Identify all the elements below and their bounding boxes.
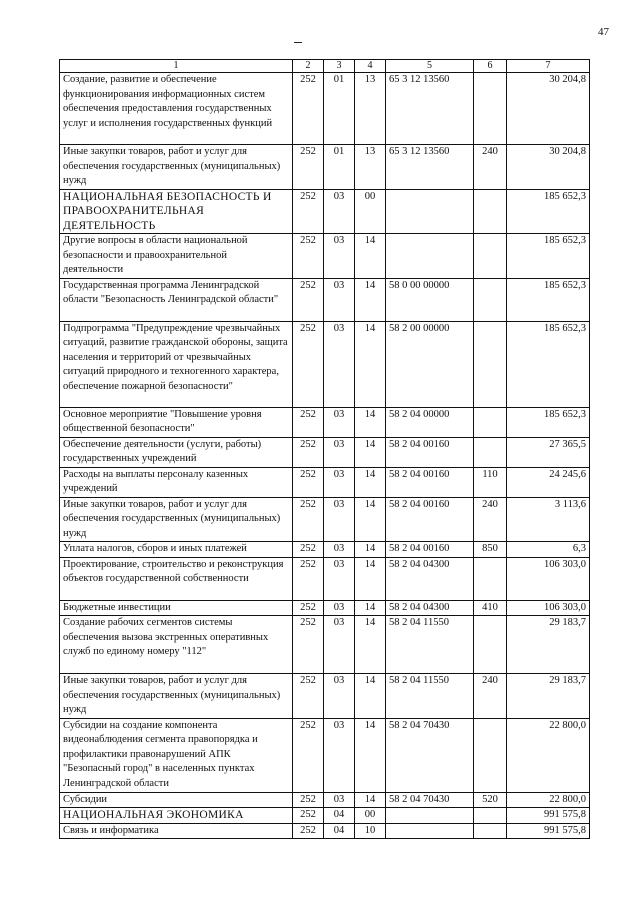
row-subsection: 14: [355, 437, 386, 467]
row-section: 03: [324, 407, 355, 437]
row-section: 03: [324, 278, 355, 321]
row-section: 03: [324, 674, 355, 719]
row-name: Уплата налогов, сборов и иных платежей: [60, 542, 293, 558]
row-subsection: 14: [355, 557, 386, 600]
row-name: Государственная программа Ленинградской области "Безопасность Ленинградской области": [60, 278, 293, 321]
row-subsection: 14: [355, 497, 386, 542]
header-col-4: 4: [355, 60, 386, 73]
row-ministry: 252: [293, 718, 324, 792]
header-col-5: 5: [386, 60, 474, 73]
table-row: [60, 616, 590, 674]
row-expense-type: [474, 616, 507, 674]
table-row: [60, 407, 590, 437]
table-row: [60, 145, 590, 190]
row-section: 03: [324, 189, 355, 234]
row-target-code: 58 2 04 00160: [386, 437, 474, 467]
row-name: Иные закупки товаров, работ и услуг для обеспечения государственных (муниципальных) нужд: [60, 145, 293, 190]
row-expense-type: 520: [474, 792, 507, 808]
row-target-code: [386, 808, 474, 824]
table-row: [60, 823, 590, 839]
row-target-code: 58 2 04 00160: [386, 542, 474, 558]
row-target-code: [386, 234, 474, 279]
row-section: 03: [324, 557, 355, 600]
row-subsection: 13: [355, 145, 386, 190]
row-ministry: 252: [293, 407, 324, 437]
row-target-code: 58 2 04 70430: [386, 792, 474, 808]
row-name: Подпрограмма "Предупреждение чрезвычайных ситуаций, развитие гражданской обороны, защита населения и территорий от чрезвычайных ситуаций природного и техногенного характера, обеспечение пожарной безопасности": [60, 321, 293, 407]
row-name: Субсидии на создание компонента видеонаблюдения сегмента правопорядка и профилактики правонарушений АПК "Безопасный город" в населенных пунктах Ленинградской области: [60, 718, 293, 792]
row-ministry: 252: [293, 145, 324, 190]
row-target-code: 58 2 04 00160: [386, 467, 474, 497]
row-expense-type: [474, 823, 507, 839]
row-section: 03: [324, 437, 355, 467]
table-row: [60, 497, 590, 542]
row-amount: 991 575,8: [507, 808, 590, 824]
row-section: 03: [324, 497, 355, 542]
header-col-1: 1: [60, 60, 293, 73]
row-name: Бюджетные инвестиции: [60, 600, 293, 616]
row-expense-type: [474, 278, 507, 321]
row-target-code: [386, 189, 474, 234]
row-expense-type: [474, 557, 507, 600]
row-target-code: 58 2 04 70430: [386, 718, 474, 792]
row-ministry: 252: [293, 616, 324, 674]
row-amount: 185 652,3: [507, 278, 590, 321]
table-row: [60, 557, 590, 600]
row-expense-type: [474, 189, 507, 234]
row-ministry: 252: [293, 674, 324, 719]
row-name: Создание, развитие и обеспечение функционирования информационных систем обеспечения предоставления государственных услуг и исполнения государственных функций: [60, 73, 293, 145]
row-expense-type: [474, 234, 507, 279]
row-subsection: 14: [355, 792, 386, 808]
table-row: [60, 674, 590, 719]
row-name: Обеспечение деятельности (услуги, работы) государственных учреждений: [60, 437, 293, 467]
table-row: [60, 234, 590, 279]
table-row: [60, 437, 590, 467]
row-section: 03: [324, 467, 355, 497]
row-amount: 991 575,8: [507, 823, 590, 839]
row-expense-type: [474, 407, 507, 437]
row-section: 03: [324, 542, 355, 558]
row-section: 03: [324, 718, 355, 792]
row-subsection: 14: [355, 674, 386, 719]
header-divider: [294, 42, 302, 43]
row-section: 03: [324, 321, 355, 407]
table-row: [60, 808, 590, 824]
row-expense-type: 110: [474, 467, 507, 497]
row-amount: 22 800,0: [507, 718, 590, 792]
row-section: 04: [324, 823, 355, 839]
row-expense-type: [474, 321, 507, 407]
row-ministry: 252: [293, 542, 324, 558]
table-row: [60, 73, 590, 145]
row-name: Другие вопросы в области национальной безопасности и правоохранительной деятельности: [60, 234, 293, 279]
row-subsection: 14: [355, 321, 386, 407]
table-row: [60, 600, 590, 616]
row-subsection: 14: [355, 616, 386, 674]
row-target-code: 58 2 04 00000: [386, 407, 474, 437]
row-target-code: 58 2 04 11550: [386, 616, 474, 674]
row-ministry: 252: [293, 557, 324, 600]
row-ministry: 252: [293, 823, 324, 839]
row-target-code: 65 3 12 13560: [386, 73, 474, 145]
row-ministry: 252: [293, 792, 324, 808]
row-ministry: 252: [293, 321, 324, 407]
table-row: [60, 467, 590, 497]
table-row: [60, 792, 590, 808]
row-section: 03: [324, 616, 355, 674]
header-col-3: 3: [324, 60, 355, 73]
row-ministry: 252: [293, 808, 324, 824]
row-expense-type: [474, 808, 507, 824]
row-subsection: 14: [355, 278, 386, 321]
row-amount: 185 652,3: [507, 234, 590, 279]
row-section: 04: [324, 808, 355, 824]
row-target-code: 58 2 04 11550: [386, 674, 474, 719]
row-target-code: 58 2 04 00160: [386, 497, 474, 542]
page-number: 47: [598, 26, 609, 38]
header-col-7: 7: [507, 60, 590, 73]
row-name: Связь и информатика: [60, 823, 293, 839]
row-name: Проектирование, строительство и реконструкция объектов государственной собственности: [60, 557, 293, 600]
row-target-code: 65 3 12 13560: [386, 145, 474, 190]
row-target-code: 58 2 04 04300: [386, 600, 474, 616]
row-expense-type: 410: [474, 600, 507, 616]
row-subsection: 14: [355, 467, 386, 497]
row-section: 03: [324, 234, 355, 279]
row-ministry: 252: [293, 234, 324, 279]
row-target-code: [386, 823, 474, 839]
table-row: [60, 718, 590, 792]
row-amount: 185 652,3: [507, 321, 590, 407]
row-subsection: 14: [355, 234, 386, 279]
row-target-code: 58 2 04 04300: [386, 557, 474, 600]
row-amount: 30 204,8: [507, 145, 590, 190]
row-name: Иные закупки товаров, работ и услуг для обеспечения государственных (муниципальных) нужд: [60, 497, 293, 542]
row-subsection: 10: [355, 823, 386, 839]
row-subsection: 00: [355, 189, 386, 234]
row-amount: 106 303,0: [507, 600, 590, 616]
row-ministry: 252: [293, 73, 324, 145]
row-amount: 27 365,5: [507, 437, 590, 467]
row-name: Создание рабочих сегментов системы обеспечения вызова экстренных оперативных служб по единому номеру "112": [60, 616, 293, 674]
table-row: [60, 189, 590, 234]
row-name: Основное мероприятие "Повышение уровня общественной безопасности": [60, 407, 293, 437]
header-col-6: 6: [474, 60, 507, 73]
row-ministry: 252: [293, 189, 324, 234]
row-amount: 22 800,0: [507, 792, 590, 808]
row-subsection: 13: [355, 73, 386, 145]
row-section: 03: [324, 792, 355, 808]
row-expense-type: 240: [474, 674, 507, 719]
header-col-2: 2: [293, 60, 324, 73]
row-amount: 29 183,7: [507, 616, 590, 674]
row-ministry: 252: [293, 467, 324, 497]
row-section: 03: [324, 600, 355, 616]
row-amount: 185 652,3: [507, 189, 590, 234]
row-target-code: 58 0 00 00000: [386, 278, 474, 321]
row-subsection: 14: [355, 542, 386, 558]
row-subsection: 14: [355, 718, 386, 792]
row-expense-type: [474, 718, 507, 792]
row-expense-type: [474, 73, 507, 145]
table-row: [60, 278, 590, 321]
row-ministry: 252: [293, 278, 324, 321]
row-amount: 30 204,8: [507, 73, 590, 145]
row-section: 01: [324, 73, 355, 145]
row-expense-type: 240: [474, 145, 507, 190]
row-name: Иные закупки товаров, работ и услуг для обеспечения государственных (муниципальных) нужд: [60, 674, 293, 719]
row-expense-type: [474, 437, 507, 467]
row-ministry: 252: [293, 600, 324, 616]
table-row: [60, 542, 590, 558]
budget-table: [59, 59, 590, 839]
row-amount: 24 245,6: [507, 467, 590, 497]
table-row: [60, 321, 590, 407]
row-amount: 185 652,3: [507, 407, 590, 437]
row-expense-type: 850: [474, 542, 507, 558]
row-target-code: 58 2 00 00000: [386, 321, 474, 407]
row-ministry: 252: [293, 497, 324, 542]
row-amount: 3 113,6: [507, 497, 590, 542]
row-section: 01: [324, 145, 355, 190]
row-subsection: 14: [355, 407, 386, 437]
row-expense-type: 240: [474, 497, 507, 542]
row-name: Расходы на выплаты персоналу казенных учреждений: [60, 467, 293, 497]
row-name: Субсидии: [60, 792, 293, 808]
row-amount: 106 303,0: [507, 557, 590, 600]
row-ministry: 252: [293, 437, 324, 467]
row-amount: 29 183,7: [507, 674, 590, 719]
table-header-row: [60, 60, 590, 73]
row-amount: 6,3: [507, 542, 590, 558]
row-subsection: 00: [355, 808, 386, 824]
row-name: НАЦИОНАЛЬНАЯ БЕЗОПАСНОСТЬ И ПРАВООХРАНИТЕЛЬНАЯ ДЕЯТЕЛЬНОСТЬ: [60, 189, 293, 234]
row-name: НАЦИОНАЛЬНАЯ ЭКОНОМИКА: [60, 808, 293, 824]
row-subsection: 14: [355, 600, 386, 616]
